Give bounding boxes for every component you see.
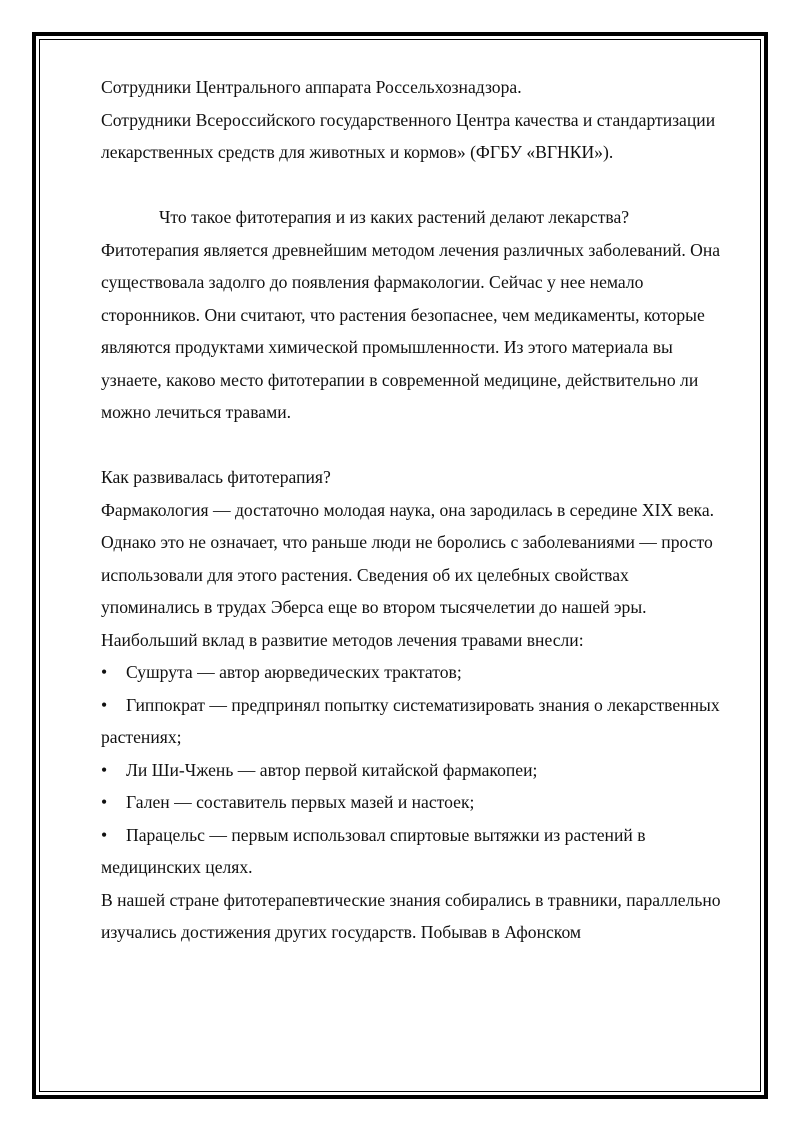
- list-item-text: Гиппократ — предпринял попытку систематизировать знания о лекарственных растениях;: [101, 694, 720, 747]
- list-item-text: Ли Ши-Чжень — автор первой китайской фармакопеи;: [126, 759, 538, 780]
- list-item-text: Сушрута — автор аюрведических трактатов;: [126, 662, 462, 682]
- list-intro: Наибольший вклад в развитие методов лечения травами внесли:: [101, 629, 584, 650]
- list-item-text: Парацельс — первым использовал спиртовые вытяжки из растений в медицинских целях.: [101, 824, 646, 877]
- bullet-icon: •: [101, 824, 108, 845]
- list-item: [101, 786, 731, 819]
- intro-line-2: Сотрудники Всероссийского государственного Центра качества и стандартизации лекарственных средств для животных и кормов» (ФГБУ «ВГНКИ»).: [101, 109, 720, 162]
- list-item: [101, 689, 731, 754]
- paragraph-3: В нашей стране фитотерапевтические знания собирались в травники, параллельно изучались достижения других государств. Побывав в Афонском: [101, 889, 725, 942]
- bullet-list: [101, 656, 731, 884]
- bullet-icon: •: [101, 694, 108, 715]
- bullet-icon: •: [101, 662, 108, 682]
- spacer: [101, 169, 731, 202]
- list-item-text: Гален — составитель первых мазей и настоек;: [126, 792, 475, 812]
- list-item: [101, 754, 731, 787]
- intro-line-1: Сотрудники Центрального аппарата Россельхознадзора.: [101, 77, 522, 97]
- section-heading: Что такое фитотерапия и из каких растений делают лекарства?: [159, 207, 630, 227]
- bullet-icon: •: [101, 759, 108, 780]
- paragraph-1: Фитотерапия является древнейшим методом лечения различных заболеваний. Она существовала задолго до появления фармакологии. Сейчас у нее немало сторонников. Они считают, что растения безопаснее, чем медикаменты, которые являются продуктами химической промышленности. Из этого материала вы узнаете, каково место фитотерапии в современной медицине, действительно ли можно лечиться травами.: [101, 239, 725, 422]
- document-body: [101, 71, 731, 949]
- bullet-icon: •: [101, 792, 108, 812]
- paragraph-2: Фармакология — достаточно молодая наука, она зародилась в середине XIX века. Однако это не означает, что раньше люди не боролись с заболеваниями — просто использовали для этого растения. Сведения об их целебных свойствах упоминались в трудах Эберса еще во втором тысячелетии до нашей эры.: [101, 499, 719, 617]
- section-subheading: Как развивалась фитотерапия?: [101, 467, 331, 487]
- list-item: [101, 656, 731, 689]
- list-item: [101, 819, 731, 884]
- spacer: [101, 429, 731, 462]
